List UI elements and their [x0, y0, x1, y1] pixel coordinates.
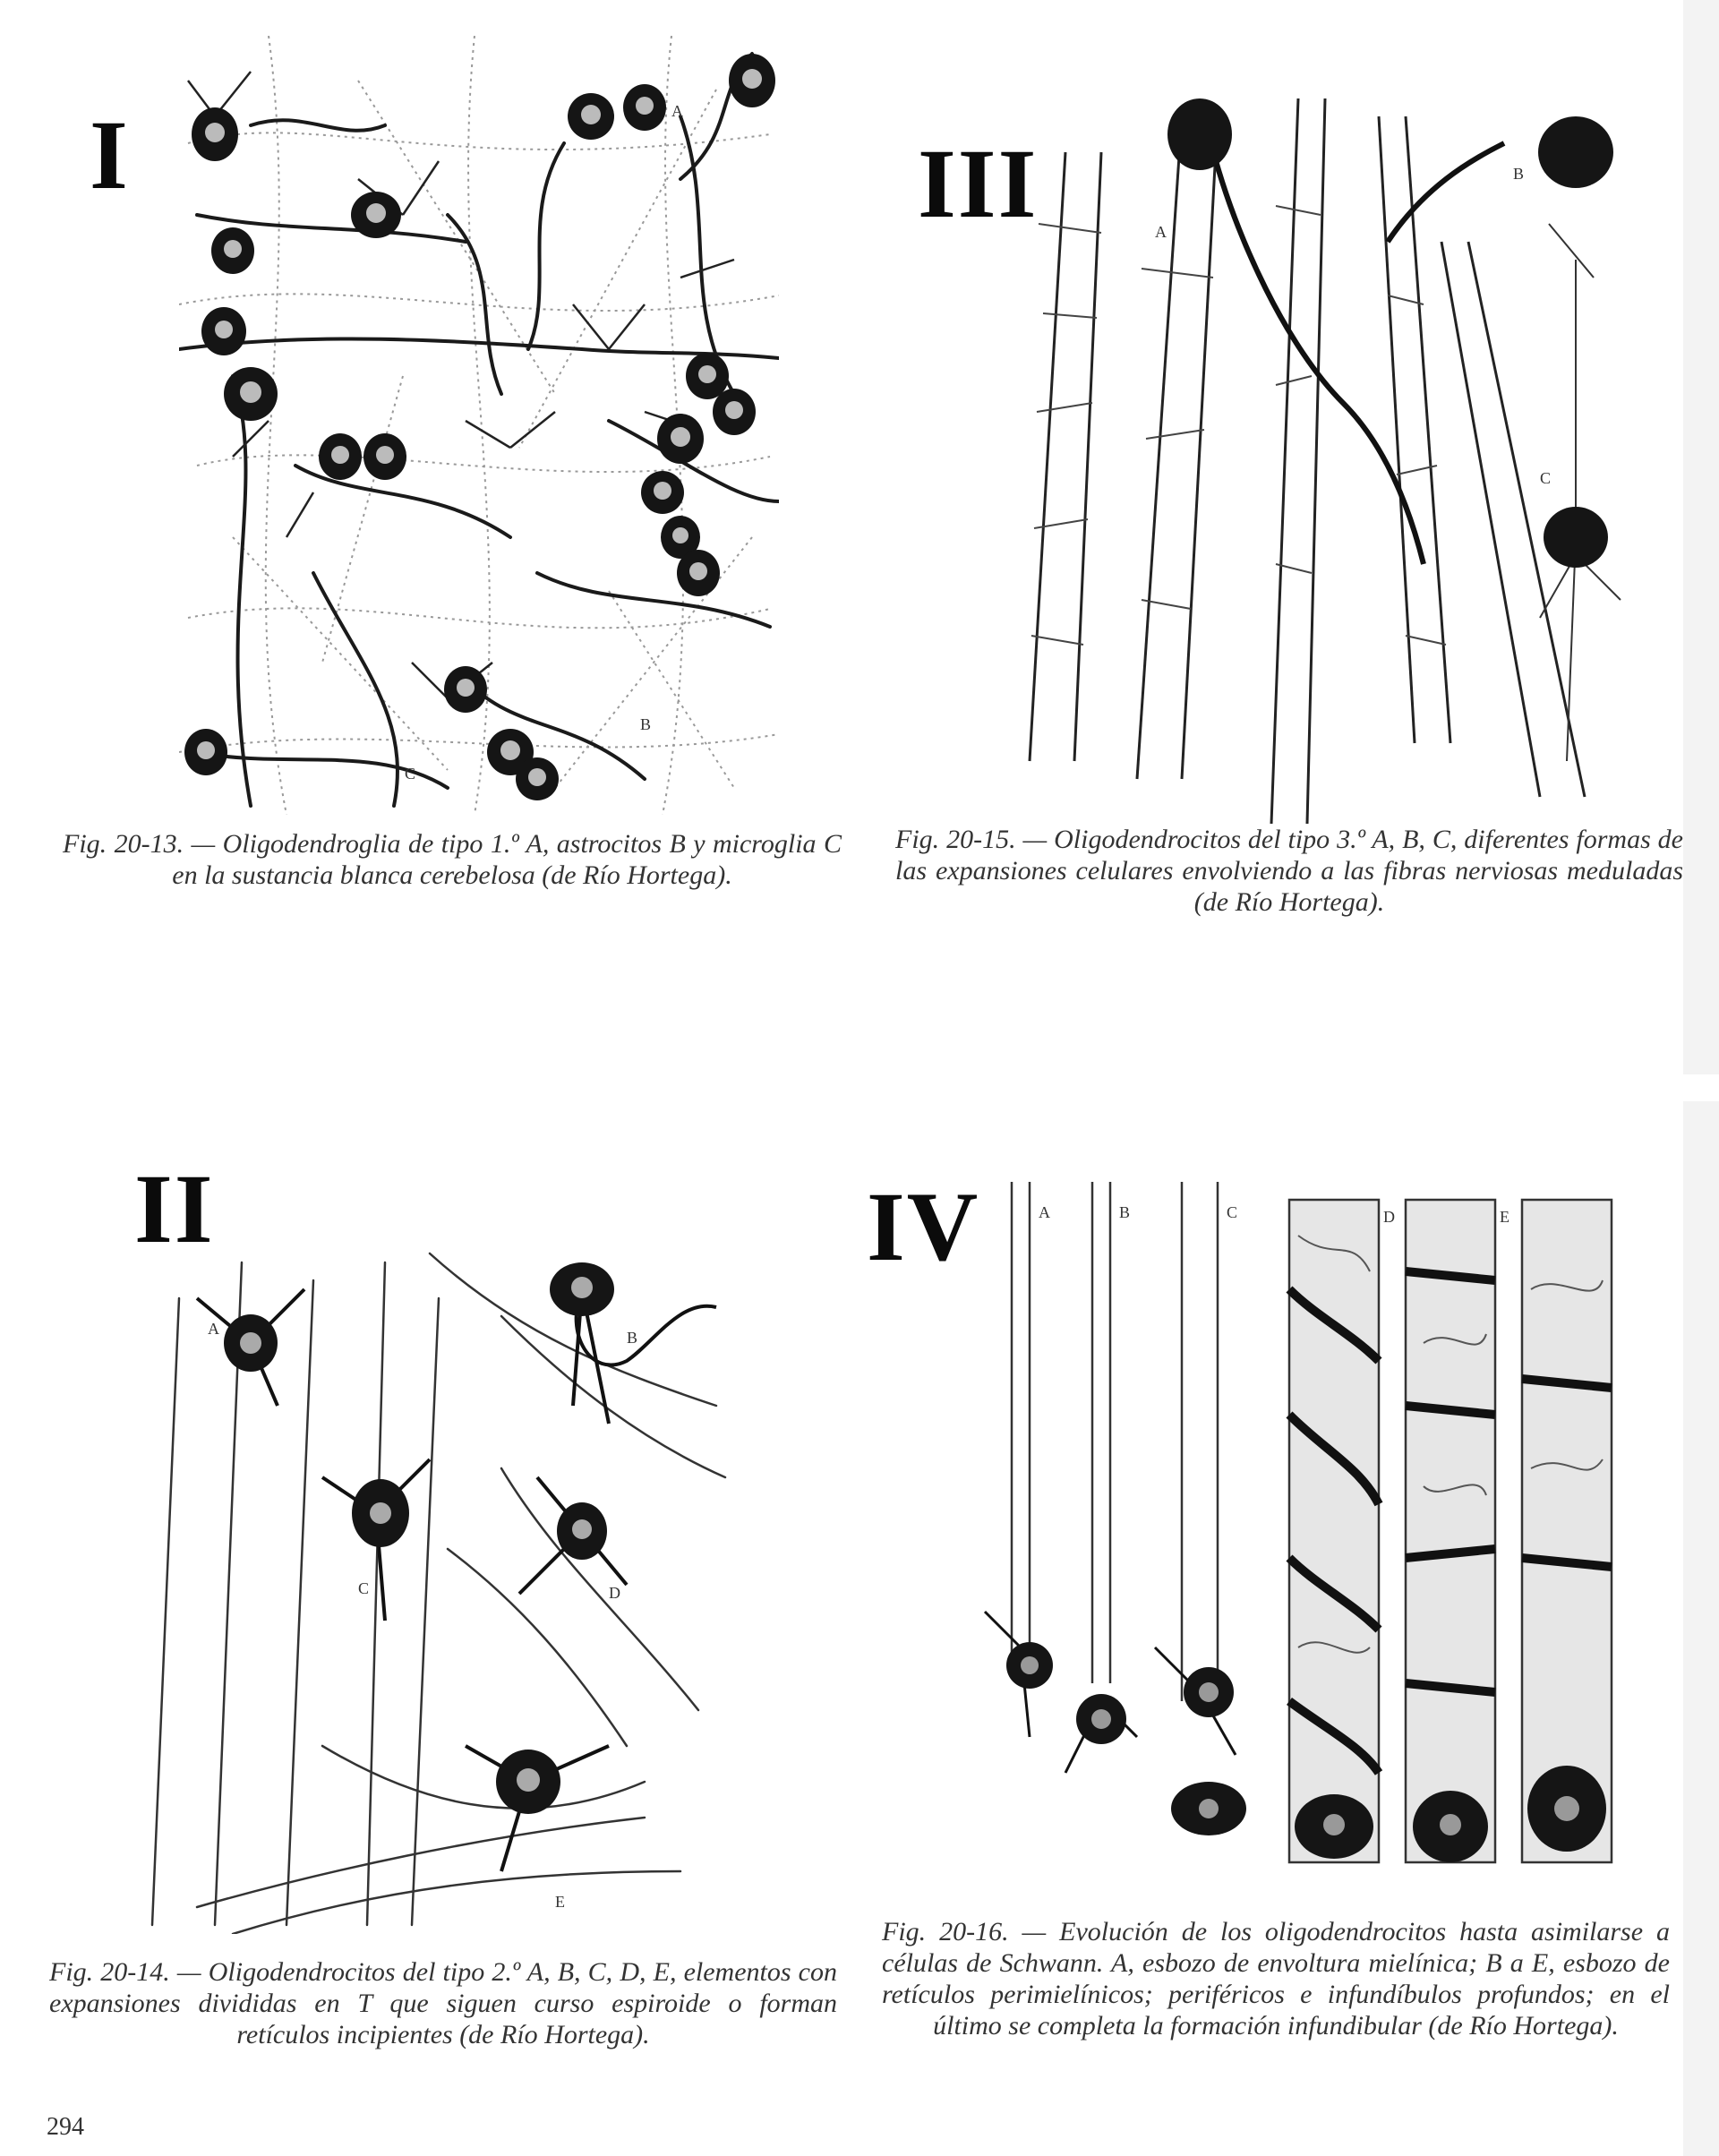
figure-label: C	[1540, 469, 1552, 487]
figure-label: C	[405, 765, 416, 783]
figure-20-14-illustration	[143, 1245, 788, 1934]
figure-20-15-illustration	[1003, 63, 1647, 824]
figure-label: C	[358, 1579, 370, 1597]
figure-20-16-illustration	[976, 1182, 1621, 1898]
page-edge-shadow	[1683, 1101, 1719, 2156]
panel-numeral: II	[134, 1154, 215, 1263]
figure-label: D	[1383, 1208, 1395, 1226]
figure-label: B	[1119, 1203, 1131, 1221]
figure-label: A	[1039, 1203, 1050, 1221]
figure-20-13-illustration	[179, 36, 779, 815]
panel-numeral: IV	[867, 1172, 980, 1281]
panel-numeral: III	[918, 129, 1039, 238]
figure-label: A	[208, 1320, 219, 1338]
figure-label: B	[640, 715, 652, 733]
figure-label: A	[1155, 223, 1167, 241]
page-number: 294	[47, 2113, 84, 2141]
panel-numeral: I	[90, 100, 130, 210]
figure-label: E	[1500, 1208, 1509, 1226]
figure-caption: Fig. 20-16. — Evolución de los oligodendrocitos hasta asimilarse a células de Schwann. A, esbozo de envoltura mielínica; B a E, esbozo de retículos perimielínicos; periféricos e infundíbulos profundos; en el último se completa la formación infundibular (de Río Hortega).	[882, 1917, 1670, 2040]
figure-label: D	[609, 1584, 620, 1602]
figure-label: B	[1513, 165, 1525, 183]
figure-label: C	[1227, 1203, 1238, 1221]
figure-caption: Fig. 20-14. — Oligodendrocitos del tipo 2.º A, B, C, D, E, elementos con expansiones divididas en T que siguen curso espiroide o forman retículos incipientes (de Río Hortega).	[49, 1957, 837, 2049]
figure-label: B	[627, 1329, 638, 1347]
figure-label: E	[555, 1893, 565, 1911]
figure-caption: Fig. 20-13. — Oligodendroglia de tipo 1.º A, astrocitos B y microglia C en la sustancia blanca cerebelosa (de Río Hortega).	[63, 829, 842, 890]
page-edge-shadow	[1683, 0, 1719, 1074]
figure-caption: Fig. 20-15. — Oligodendrocitos del tipo 3.º A, B, C, diferentes formas de las expansiones celulares envolviendo a las fibras nerviosas meduladas (de Río Hortega).	[895, 825, 1683, 917]
figure-label: A	[671, 102, 683, 120]
